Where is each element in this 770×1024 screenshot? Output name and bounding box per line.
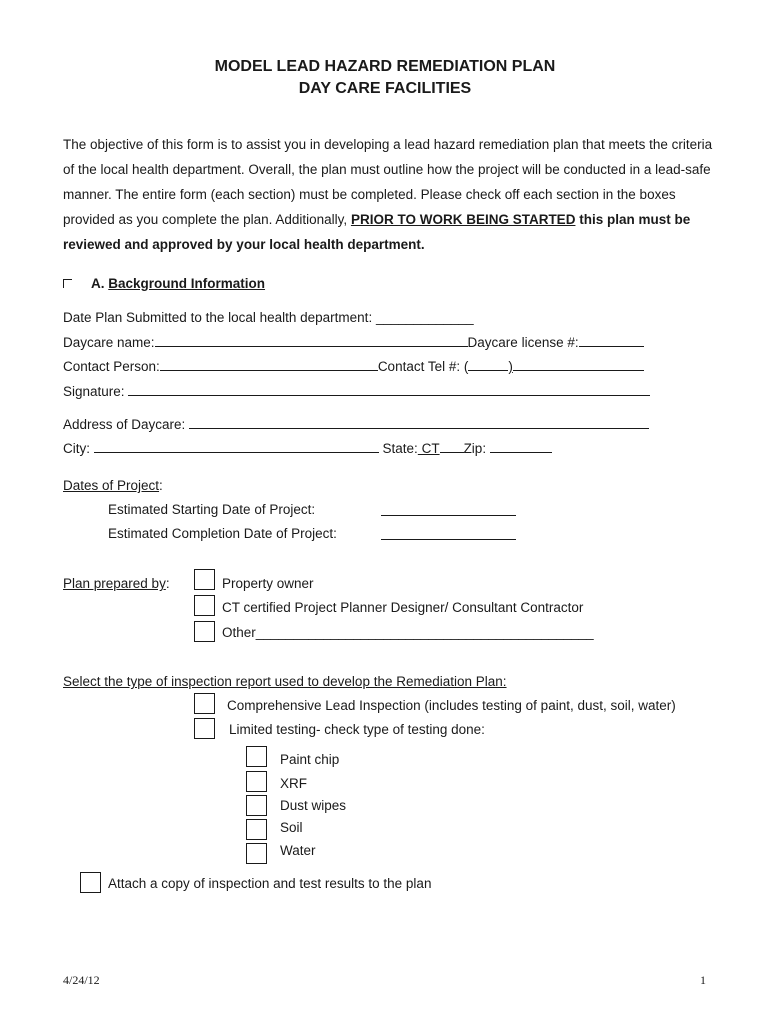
contact-area-code-field[interactable] bbox=[468, 358, 508, 371]
contact-person-field[interactable] bbox=[160, 358, 378, 371]
section-a-prefix: A. bbox=[91, 276, 109, 291]
dates-heading-text: Dates of Project bbox=[63, 478, 160, 493]
intro-emphasis: PRIOR TO WORK BEING STARTED bbox=[350, 212, 576, 227]
intro-paragraph bbox=[63, 132, 723, 257]
address-label: Address of Daycare: bbox=[63, 417, 186, 432]
section-a-title: Background Information bbox=[108, 276, 266, 291]
page-subtitle: DAY CARE FACILITIES bbox=[298, 80, 472, 97]
contact-tel-label: Contact Tel #: ( bbox=[377, 359, 469, 374]
dates-heading bbox=[63, 478, 163, 493]
property-owner-checkbox[interactable] bbox=[194, 569, 215, 590]
zip-field[interactable] bbox=[490, 440, 552, 453]
paint-chip-checkbox[interactable] bbox=[246, 746, 267, 767]
completion-date-label: Estimated Completion Date of Project: bbox=[108, 526, 337, 541]
comprehensive-checkbox[interactable] bbox=[194, 693, 215, 714]
signature-row bbox=[63, 383, 650, 399]
contact-row bbox=[63, 358, 644, 374]
contact-paren: ) bbox=[508, 359, 513, 374]
prepared-heading-colon: : bbox=[165, 576, 170, 591]
water-checkbox[interactable] bbox=[246, 843, 267, 864]
daycare-name-label: Daycare name: bbox=[63, 335, 155, 350]
other-row bbox=[222, 625, 594, 640]
city-field[interactable] bbox=[94, 440, 379, 453]
section-a-heading bbox=[91, 276, 265, 291]
zip-label: Zip: bbox=[463, 441, 487, 456]
attach-checkbox[interactable] bbox=[80, 872, 101, 893]
address-field[interactable] bbox=[189, 416, 649, 429]
address-row bbox=[63, 416, 649, 432]
other-field[interactable]: _____________________________________________ bbox=[255, 625, 594, 640]
date-submitted-label: Date Plan Submitted to the local health department: bbox=[63, 310, 373, 325]
city-label: City: bbox=[63, 441, 90, 456]
limited-label: Limited testing- check type of testing done: bbox=[229, 722, 485, 737]
date-submitted-row bbox=[63, 310, 474, 325]
state-value[interactable]: CT bbox=[417, 441, 440, 456]
page-number: 1 bbox=[700, 973, 706, 987]
soil-checkbox[interactable] bbox=[246, 819, 267, 840]
limited-checkbox[interactable] bbox=[194, 718, 215, 739]
property-owner-label: Property owner bbox=[222, 576, 314, 591]
xrf-checkbox[interactable] bbox=[246, 771, 267, 792]
completion-date-field[interactable] bbox=[381, 527, 516, 540]
dust-wipes-label: Dust wipes bbox=[280, 798, 347, 813]
city-row bbox=[63, 440, 552, 456]
other-checkbox[interactable] bbox=[194, 621, 215, 642]
intro-text: The objective of this form is to assist you in developing a lead hazard remediation plan that meets the criteria of the local health department. Overall, the plan must outline how the project will be conducted in a lead-safe manner. The entire form (each section) must be completed. Please check off each section in the boxes provided as you complete the plan. Additionally, bbox=[63, 137, 713, 227]
daycare-license-label: Daycare license #: bbox=[467, 335, 579, 350]
start-date-field[interactable] bbox=[381, 503, 516, 516]
water-label: Water bbox=[280, 843, 316, 858]
footer-date: 4/24/12 bbox=[63, 973, 100, 987]
daycare-name-field[interactable] bbox=[155, 334, 468, 347]
contact-person-label: Contact Person: bbox=[63, 359, 160, 374]
ct-planner-checkbox[interactable] bbox=[194, 595, 215, 616]
date-submitted-field[interactable]: _____________ bbox=[375, 310, 474, 325]
dates-heading-colon: : bbox=[159, 478, 163, 493]
dust-wipes-checkbox[interactable] bbox=[246, 795, 267, 816]
start-date-label: Estimated Starting Date of Project: bbox=[108, 502, 316, 517]
soil-label: Soil bbox=[280, 820, 303, 835]
signature-label: Signature: bbox=[63, 384, 125, 399]
inspection-heading: Select the type of inspection report used to develop the Remediation Plan: bbox=[63, 674, 507, 689]
contact-tel-field[interactable] bbox=[513, 358, 644, 371]
state-blank bbox=[440, 440, 464, 453]
ct-planner-label: CT certified Project Planner Designer/ Consultant Contractor bbox=[222, 600, 584, 615]
prepared-heading bbox=[63, 576, 170, 591]
section-a-checkbox[interactable] bbox=[63, 279, 72, 288]
xrf-label: XRF bbox=[280, 776, 307, 791]
attach-label: Attach a copy of inspection and test results to the plan bbox=[108, 876, 432, 891]
paint-chip-label: Paint chip bbox=[280, 752, 340, 767]
intro-approval: this plan must be reviewed and approved by your local health department. bbox=[63, 212, 691, 252]
daycare-license-field[interactable] bbox=[579, 334, 644, 347]
state-label: State: bbox=[382, 441, 418, 456]
comprehensive-label: Comprehensive Lead Inspection (includes testing of paint, dust, soil, water) bbox=[227, 698, 676, 713]
page-title: MODEL LEAD HAZARD REMEDIATION PLAN bbox=[214, 58, 556, 75]
prepared-heading-text: Plan prepared by bbox=[63, 576, 166, 591]
signature-field[interactable] bbox=[128, 383, 650, 396]
other-label: Other bbox=[222, 625, 256, 640]
daycare-name-row bbox=[63, 334, 644, 350]
